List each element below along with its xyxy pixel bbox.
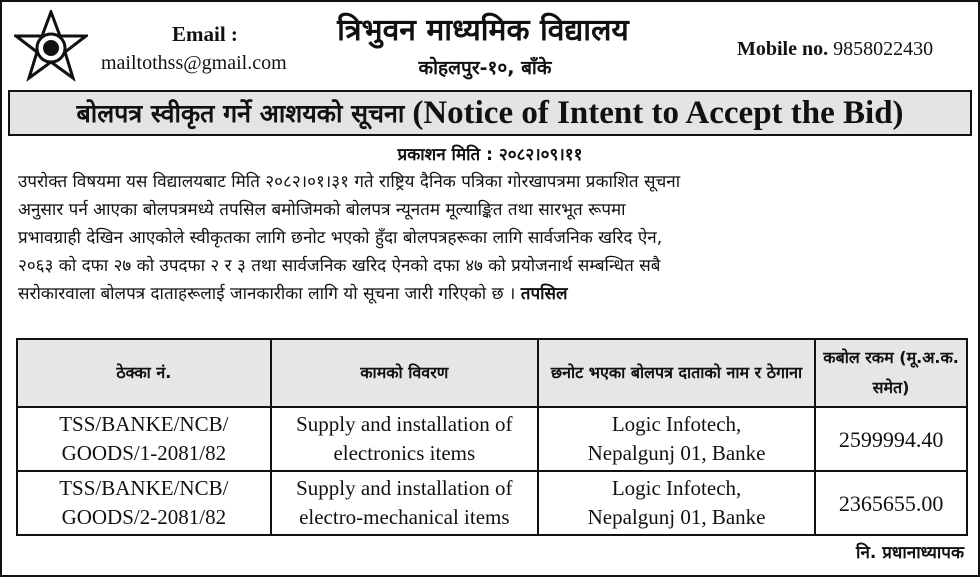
desc-line1: Supply and installation of [296, 476, 513, 500]
contract-line1: TSS/BANKE/NCB/ [59, 476, 229, 500]
cell-bidder [538, 471, 815, 535]
mobile-label: Mobile no. [737, 38, 829, 60]
header-description: कामको विवरण [271, 339, 538, 407]
contract-line1: TSS/BANKE/NCB/ [59, 412, 229, 436]
signoff-principal: नि. प्रधानाध्यापक [856, 543, 964, 563]
body-line: उपरोक्त विषयमा यस विद्यालयबाट मिति २०८२।०१।३१ गते राष्ट्रिय दैनिक पत्रिका गोरखापत्रमा प्रकाशित सूचना [18, 172, 681, 192]
cell-amount: 2599994.40 [815, 407, 967, 471]
publication-date: प्रकाशन मिति : २०८२।०९।११ [397, 145, 583, 165]
header-amount-line2: (मू.अ.क. समेत) [872, 348, 959, 397]
cell-contract-no [17, 407, 271, 471]
header-bidder-line2: नाम र ठेगाना [726, 363, 803, 382]
body-tail-bold: तपसिल [520, 284, 568, 304]
header-bidder [538, 339, 815, 407]
mobile-number: 9858022430 [833, 38, 934, 60]
body-line: २०६३ को दफा २७ को उपदफा २ र ३ तथा सार्वजनिक खरिद ऐनको दफा ४७ को प्रयोजनार्थ सम्बन्धित सबै [18, 256, 661, 276]
email-label: Email : [172, 22, 238, 46]
notice-title-nepali: बोलपत्र स्वीकृत गर्ने आशयको सूचना [76, 99, 405, 128]
body-line-text: सरोकारवाला बोलपत्र दाताहरूलाई जानकारीका लागि यो सूचना जारी गरिएको छ । [18, 284, 516, 304]
notice-title-english: (Notice of Intent to Accept the Bid) [412, 94, 904, 131]
header-bidder-line1: छनोट भएका बोलपत्र दाताको [550, 363, 721, 382]
desc-line2: electronics items [333, 441, 476, 465]
contract-line2: GOODS/2-2081/82 [61, 505, 227, 529]
cell-bidder [538, 407, 815, 471]
school-emblem-logo [14, 10, 88, 84]
bidder-line2: Nepalgunj 01, Banke [587, 441, 766, 465]
body-line: अनुसार पर्न आएका बोलपत्रमध्ये तपसिल बमोजिमको बोलपत्र न्यूनतम मूल्याङ्कित तथा सारभूत रूपमा [18, 200, 626, 220]
cell-description [271, 471, 538, 535]
bidder-line1: Logic Infotech, [611, 476, 742, 500]
school-name: त्रिभुवन माध्यमिक विद्यालय [337, 13, 629, 48]
bidder-line1: Logic Infotech, [611, 412, 742, 436]
bid-table [16, 338, 968, 536]
header-amount-line1: कबोल रकम [823, 348, 894, 367]
cell-amount: 2365655.00 [815, 471, 967, 535]
body-line-last [18, 280, 966, 308]
table-row [17, 407, 967, 471]
contract-line2: GOODS/1-2081/82 [61, 441, 227, 465]
cell-contract-no [17, 471, 271, 535]
email-address: mailtothss@gmail.com [101, 52, 287, 74]
mobile-info [737, 38, 933, 61]
header-amount [815, 339, 967, 407]
desc-line1: Supply and installation of [296, 412, 513, 436]
cell-description [271, 407, 538, 471]
header-contract-no: ठेक्का नं. [17, 339, 271, 407]
desc-line2: electro-mechanical items [299, 505, 510, 529]
table-header-row [17, 339, 967, 407]
body-line: प्रभावग्राही देखिन आएकोले स्वीकृतका लागि छनोट भएको हुँदा बोलपत्रहरूका लागि सार्वजनिक खरिद ऐन, [18, 228, 663, 248]
table-row [17, 471, 967, 535]
notice-title-bar [8, 90, 972, 136]
notice-body [18, 168, 966, 308]
school-address: कोहलपुर-१०, बाँके [418, 57, 552, 79]
bidder-line2: Nepalgunj 01, Banke [587, 505, 766, 529]
